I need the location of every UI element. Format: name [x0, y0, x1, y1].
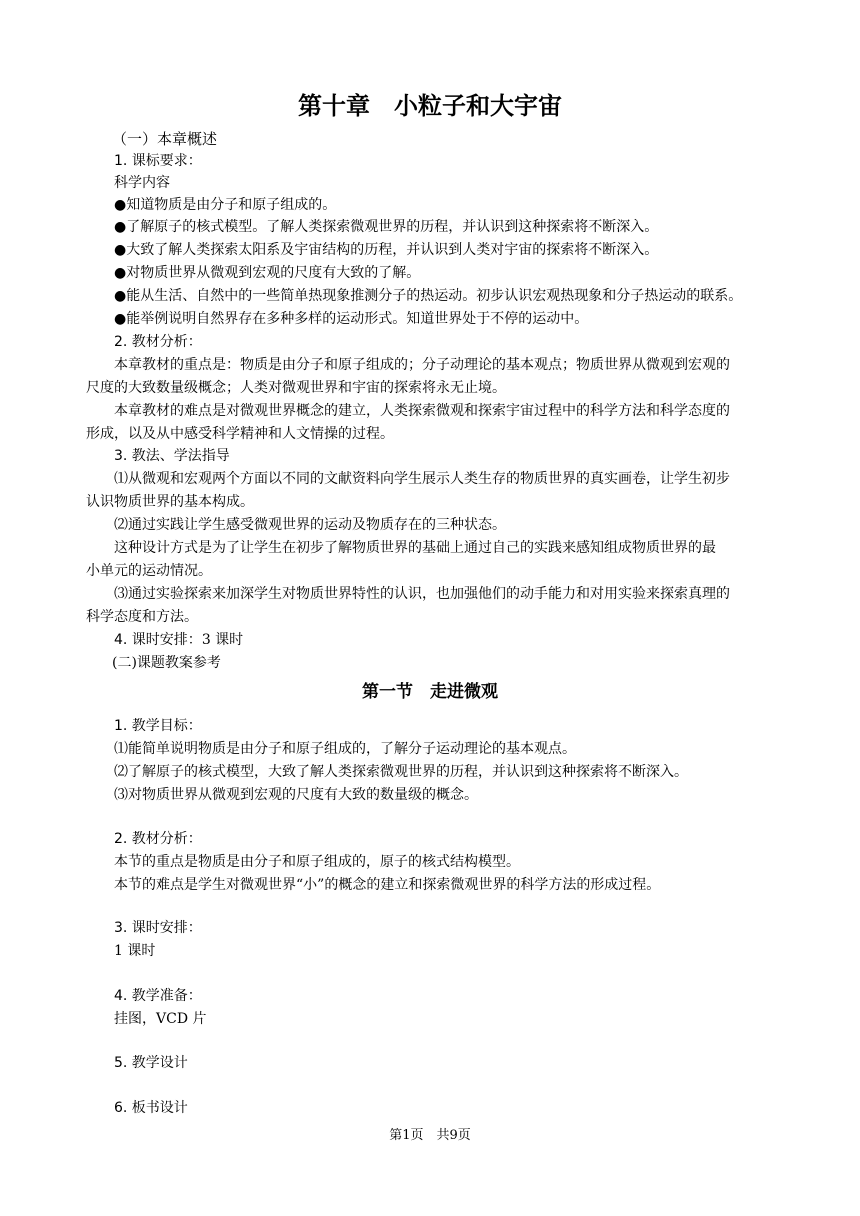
material-analysis-label: 2. 教材分析： — [114, 334, 202, 350]
board-design-label: 6. 板书设计 — [114, 1100, 188, 1116]
paragraph-line: 形成，以及从中感受科学精神和人文情操的过程。 — [86, 426, 394, 442]
preparation-label: 4. 教学准备： — [114, 988, 202, 1004]
paragraph-line: 科学态度和方法。 — [86, 609, 198, 625]
overview-heading: （一）本章概述 — [112, 130, 218, 148]
class-hours-label: 4. 课时安排： — [114, 632, 202, 648]
section-analysis-label: 2. 教材分析： — [114, 831, 202, 847]
paragraph-line: 这种设计方式是为了让学生在初步了解物质世界的基础上通过自己的实践来感知组成物质世界的最 — [114, 540, 716, 556]
chapter-title: 第十章 小粒子和大宇宙 — [298, 92, 562, 120]
standards-item: ●大致了解人类探索太阳系及宇宙结构的历程，并认识到人类对宇宙的探索将不断深入。 — [114, 242, 659, 258]
lesson-plan-reference-heading: (二)课题教案参考 — [112, 655, 221, 671]
teaching-method-label: 3. 教法、学法指导 — [114, 448, 230, 464]
section-time-value: 1 课时 — [114, 943, 156, 959]
goal-item: ⑴能简单说明物质是由分子和原子组成的，了解分子运动理论的基本观点。 — [114, 741, 576, 757]
section-time-label: 3. 课时安排： — [114, 920, 202, 936]
page-footer: 第1页 共9页 — [389, 1128, 471, 1143]
standards-item: ●了解原子的核式模型。了解人类探索微观世界的历程，并认识到这种探索将不断深入。 — [114, 219, 659, 235]
standards-item: ●知道物质是由分子和原子组成的。 — [114, 197, 337, 213]
teaching-design-label: 5. 教学设计 — [114, 1055, 188, 1071]
paragraph-line: ⑵通过实践让学生感受微观世界的运动及物质存在的三种状态。 — [114, 517, 506, 533]
goal-item: ⑵了解原子的核式模型，大致了解人类探索微观世界的历程，并认识到这种探索将不断深入。 — [114, 764, 688, 780]
standards-label: 1. 课标要求： — [114, 153, 202, 169]
goal-item: ⑶对物质世界从微观到宏观的尺度有大致的数量级的概念。 — [114, 787, 478, 803]
science-content-label: 科学内容 — [114, 175, 170, 191]
paragraph-line: 认识物质世界的基本构成。 — [86, 494, 254, 510]
standards-item: ●能从生活、自然中的一些简单热现象推测分子的热运动。初步认识宏观热现象和分子热运动的联系。 — [114, 288, 743, 304]
class-hours-value: 3 课时 — [201, 632, 244, 648]
class-hours-row — [114, 630, 860, 650]
paragraph-line: 本节的难点是学生对微观世界“小”的概念的建立和探索微观世界的科学方法的形成过程。 — [114, 877, 661, 893]
paragraph-line: ⑶通过实验探索来加深学生对物质世界特性的认识，也加强他们的动手能力和对用实验来探索真理的 — [114, 586, 730, 602]
paragraph-line: 本章教材的难点是对微观世界概念的建立，人类探索微观和探索宇宙过程中的科学方法和科学态度的 — [114, 403, 730, 419]
section-title: 第一节 走进微观 — [362, 682, 498, 702]
paragraph-line: 尺度的大致数量级概念；人类对微观世界和宇宙的探索将永无止境。 — [86, 380, 506, 396]
standards-item: ●能举例说明自然界存在多种多样的运动形式。知道世界处于不停的运动中。 — [114, 311, 589, 327]
paragraph-line: 本章教材的重点是：物质是由分子和原子组成的；分子动理论的基本观点；物质世界从微观到宏观的 — [114, 357, 730, 373]
teaching-goals-label: 1. 教学目标： — [114, 718, 202, 734]
standards-item: ●对物质世界从微观到宏观的尺度有大致的了解。 — [114, 265, 421, 281]
paragraph-line: 小单元的运动情况。 — [86, 563, 212, 579]
paragraph-line: ⑴从微观和宏观两个方面以不同的文献资料向学生展示人类生存的物质世界的真实画卷，让学生初步 — [114, 471, 730, 487]
preparation-value: 挂图，VCD 片 — [114, 1011, 207, 1027]
paragraph-line: 本节的重点是物质是由分子和原子组成的，原子的核式结构模型。 — [114, 854, 520, 870]
